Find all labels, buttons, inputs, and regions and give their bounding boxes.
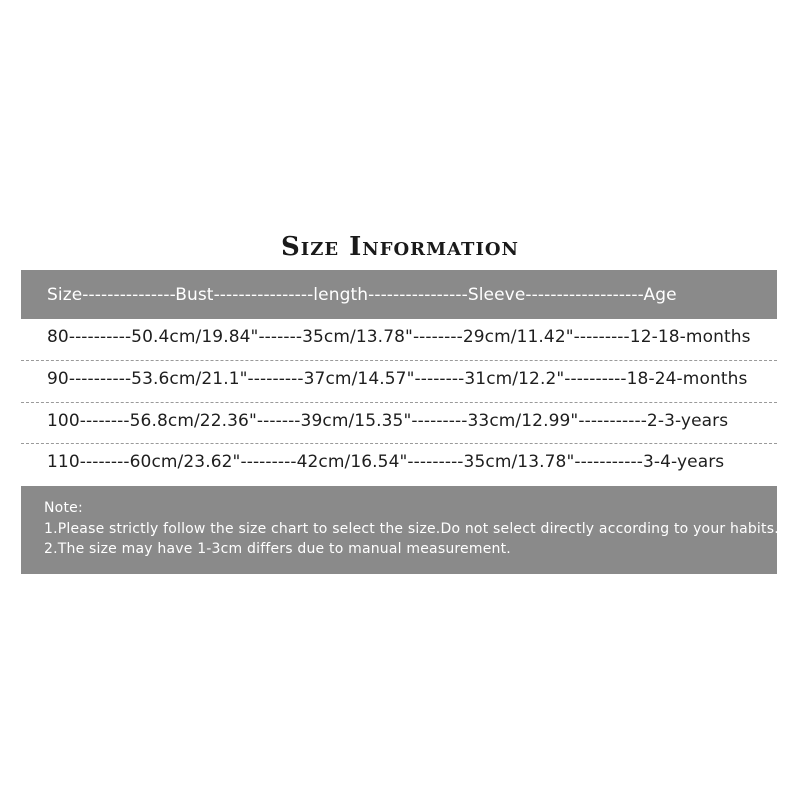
note-heading: Note:: [44, 500, 83, 516]
note-line-1: 1.Please strictly follow the size chart to select the size.Do not select directly according to your habits.: [44, 521, 779, 537]
note-box: [21, 486, 777, 574]
table-row-text: 110--------60cm/23.62"---------42cm/16.54"---------35cm/13.78"-----------3-4-years: [47, 452, 725, 472]
table-row: [21, 361, 777, 402]
note-line-2: 2.The size may have 1-3cm differs due to manual measurement.: [44, 541, 511, 557]
table-row: [21, 403, 777, 444]
table-row-text: 90----------53.6cm/21.1"---------37cm/14.57"--------31cm/12.2"----------18-24-months: [47, 369, 748, 389]
table-row-text: 80----------50.4cm/19.84"-------35cm/13.78"--------29cm/11.42"---------12-18-months: [47, 327, 751, 347]
table-row: [21, 444, 777, 485]
table-header-text: Size---------------Bust----------------length----------------Sleeve-------------------Age: [47, 285, 677, 305]
page-title: Size Information: [281, 232, 519, 262]
table-row: [21, 319, 777, 360]
table-header: [21, 270, 777, 319]
table-row-text: 100--------56.8cm/22.36"-------39cm/15.35"---------33cm/12.99"-----------2-3-years: [47, 411, 729, 431]
